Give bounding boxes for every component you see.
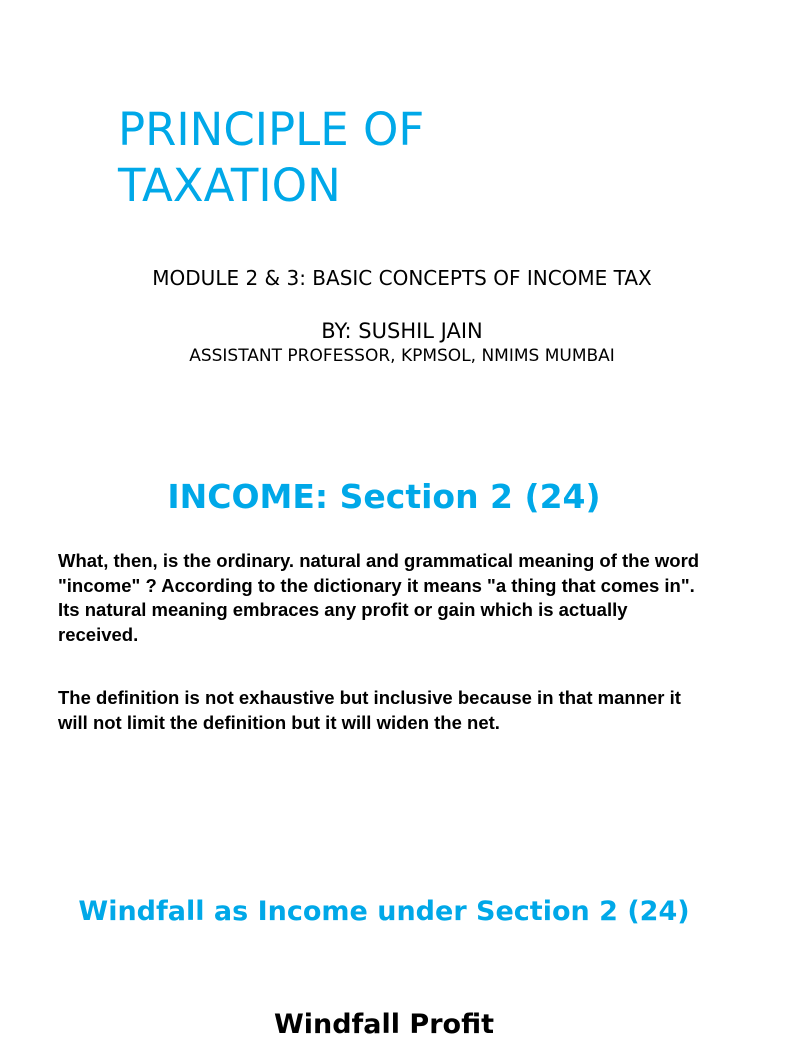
windfall-profit-heading: Windfall Profit bbox=[273, 1009, 495, 1040]
presentation-title: PRINCIPLE OF TAXATION bbox=[118, 103, 425, 212]
income-meaning-paragraph: What, then, is the ordinary. natural and grammatical meaning of the word "income" ? According to the dictionary it means "a thing that comes in". Its natural meaning embraces any profit or gain which is actually received. bbox=[58, 550, 700, 645]
author-affiliation: ASSISTANT PROFESSOR, KPMSOL, NMIMS MUMBAI bbox=[189, 346, 615, 366]
author-name: BY: SUSHIL JAIN bbox=[321, 319, 483, 343]
windfall-section-heading: Windfall as Income under Section 2 (24) bbox=[78, 896, 690, 927]
module-subtitle: MODULE 2 & 3: BASIC CONCEPTS OF INCOME TAX bbox=[152, 266, 652, 290]
income-definition-paragraph: The definition is not exhaustive but inclusive because in that manner it will not limit the definition but it will widen the net. bbox=[58, 687, 681, 733]
income-section-heading: INCOME: Section 2 (24) bbox=[167, 477, 601, 516]
